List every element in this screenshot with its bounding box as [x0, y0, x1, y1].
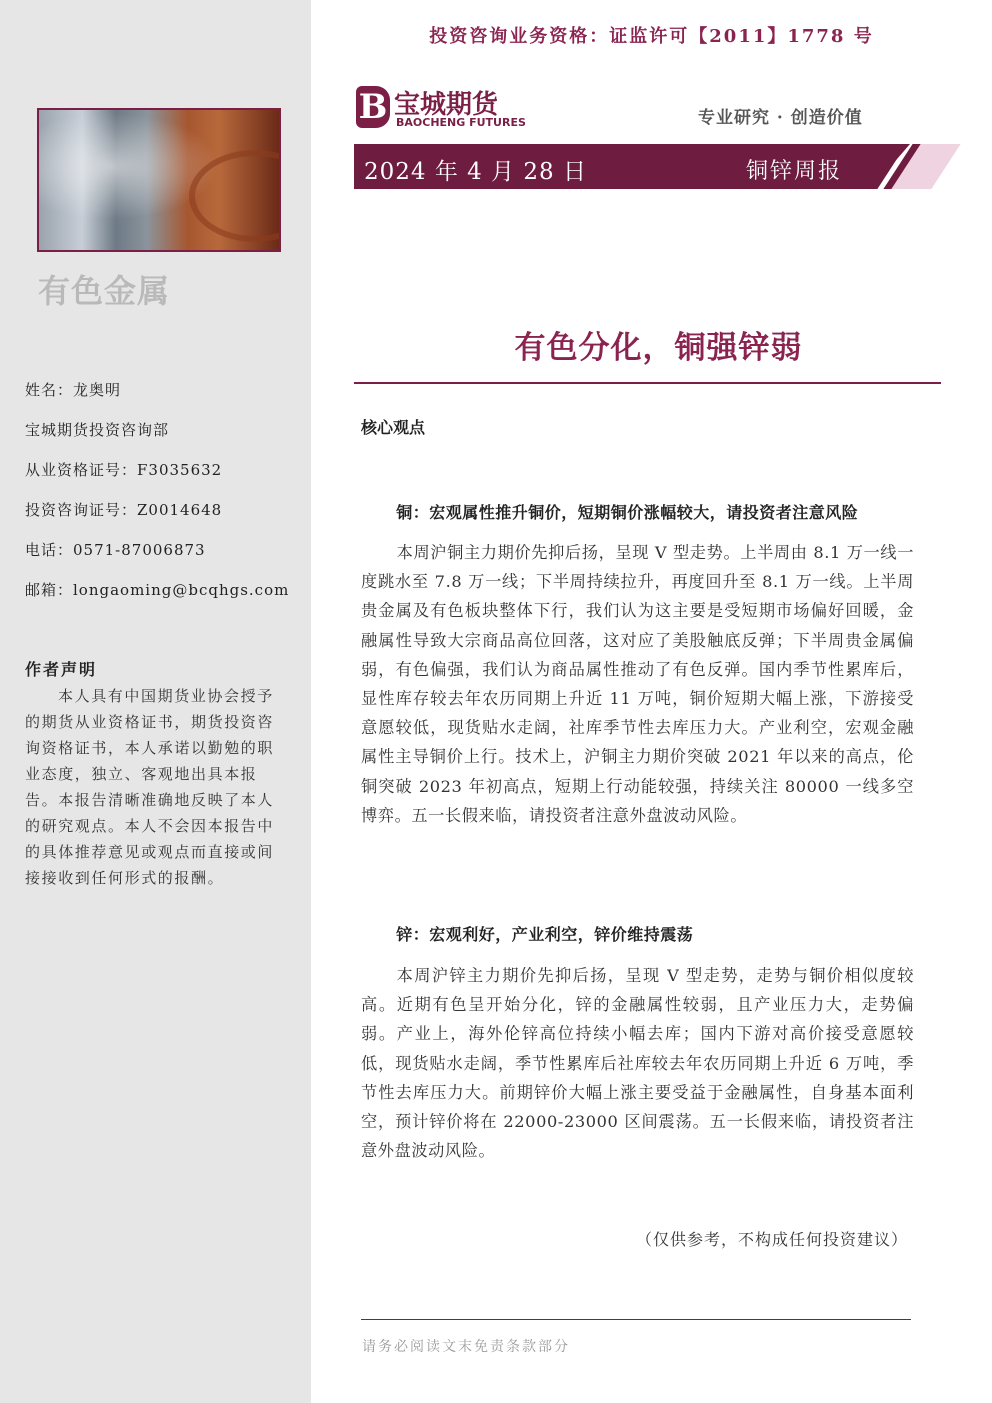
report-title: 有色分化，铜强锌弱 — [514, 330, 803, 366]
brand-name-en: BAOCHENG FUTURES — [396, 116, 526, 129]
phone: 电话：0571-87006873 — [25, 541, 206, 559]
copper-body: 本周沪铜主力期价先抑后扬，呈现 V 型走势。上半周由 8.1 万一线一度跳水至 7.8 万一线；下半周持续拉升，再度回升至 8.1 万一线。上半周贵金属及有色板块整体下行，我们认为这主要是受短期市场偏好回暖，金融属性导致大宗商品高位回落，这对应了美股触底反弹；下半周贵金属偏弱，有色偏强，我们认为商品属性推动了有色反弹。国内季节性累库后，显性库存较去年农历同期上升近 11 万吨，铜价短期大幅上涨，下游接受意愿较低，现货贴水走阔，社库季节性去库压力大。产业利空，宏观金融属性主导铜价上行。技术上，沪铜主力期价突破 2021 年以来的高点，伦铜突破 2023 年初高点，短期上行动能较强，持续关注 80000 一线多空博弈。五一长假来临，请投资者注意外盘波动风险。 — [361, 543, 914, 825]
department: 宝城期货投资咨询部 — [25, 421, 170, 439]
sidebar — [0, 0, 311, 1403]
footer-divider — [361, 1319, 911, 1320]
footer-note: 请务必阅读文末免责条款部分 — [362, 1339, 570, 1355]
license-line: 投资咨询业务资格：证监许可【2011】1778 号 — [429, 26, 874, 47]
declaration-body: 本人具有中国期货业协会授予的期货从业资格证书，期货投资咨询资格证书，本人承诺以勤勉的职业态度，独立、客观地出具本报告。本报告清晰准确地反映了本人的研究观点。本人不会因本报告中的具体推荐意见或观点而直接或间接接收到任何形式的报酬。 — [25, 687, 275, 887]
report-type: 铜锌周报 — [746, 159, 843, 184]
title-divider — [354, 382, 941, 384]
brand-logo-icon: B — [356, 86, 390, 128]
declaration-title: 作者声明 — [25, 660, 98, 679]
disclaimer-reference: （仅供参考，不构成任何投资建议） — [635, 1230, 908, 1249]
email-link[interactable]: 邮箱：longaoming@bcqhgs.com — [25, 581, 290, 599]
zinc-heading: 锌：宏观利好，产业利空，锌价维持震荡 — [396, 925, 694, 944]
consulting-number: 投资咨询证号：Z0014648 — [25, 501, 223, 519]
slogan: 专业研究 · 创造价值 — [698, 108, 863, 128]
brand-name-cn: 宝城期货 — [394, 90, 499, 120]
copper-heading: 铜：宏观属性推升铜价，短期铜价涨幅较大，请投资者注意风险 — [396, 503, 859, 522]
report-date: 2024 年 4 月 28 日 — [364, 159, 587, 185]
qualification-number: 从业资格证号：F3035632 — [25, 461, 223, 479]
sector-title: 有色金属 — [38, 272, 171, 310]
analyst-name: 姓名：龙奥明 — [25, 381, 122, 399]
core-view-label: 核心观点 — [361, 418, 426, 437]
zinc-body: 本周沪锌主力期价先抑后扬，呈现 V 型走势，走势与铜价相似度较高。近期有色呈开始分化，锌的金融属性较弱，且产业压力大，走势偏弱。产业上，海外伦锌高位持续小幅去库；国内下游对高价接受意愿较低，现货贴水走阔，季节性累库后社库较去年农历同期上升近 6 万吨，季节性去库压力大。前期锌价大幅上涨主要受益于金融属性，自身基本面利空，预计锌价将在 22000-23000 区间震荡。五一长假来临，请投资者注意外盘波动风险。 — [361, 966, 914, 1161]
cover-photo — [37, 108, 281, 252]
